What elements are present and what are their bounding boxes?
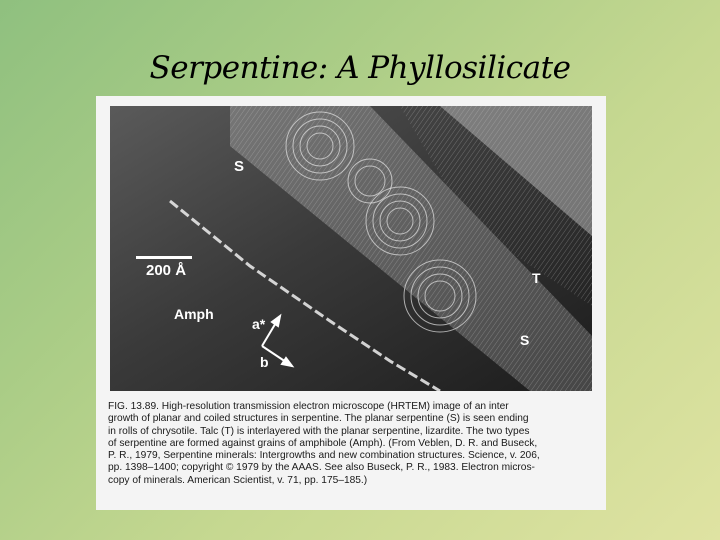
- label-scale: 200 Å: [146, 262, 187, 279]
- slide-title: Serpentine: A Phyllosilicate: [149, 50, 571, 86]
- figure-caption: [108, 401, 596, 487]
- label-s-bottom: S: [520, 332, 530, 348]
- scale-bar: [136, 256, 192, 259]
- caption-line: in rolls of chrysotile. Talc (T) is interlayered with the planar serpentine, lizardite. The two types: [108, 425, 530, 437]
- label-s-top: S: [234, 158, 245, 175]
- label-t: T: [532, 270, 541, 286]
- caption-line: P. R., 1979, Serpentine minerals: Intergrowths and new combination structures. Science, v. 206,: [108, 450, 540, 462]
- caption-line: copy of minerals. American Scientist, v. 71, pp. 175–185.): [108, 474, 368, 486]
- caption-line: growth of planar and coiled structures in serpentine. The planar serpentine (S) is seen ending: [108, 413, 529, 425]
- micrograph-image: [110, 106, 592, 391]
- label-b: b: [260, 354, 269, 370]
- hrtem-micrograph: [110, 106, 592, 391]
- label-amph: Amph: [174, 306, 214, 322]
- label-a-star: a*: [252, 316, 266, 332]
- caption-line: pp. 1398–1400; copyright © 1979 by the AAAS. See also Buseck, P. R., 1983. Electron micros-: [108, 462, 535, 474]
- figure-panel: [96, 96, 606, 510]
- caption-line: FIG. 13.89. High-resolution transmission electron microscope (HRTEM) image of an inter: [108, 401, 509, 412]
- caption-line: of serpentine are formed against grains of amphibole (Amph). (From Veblen, D. R. and Buseck,: [108, 437, 538, 449]
